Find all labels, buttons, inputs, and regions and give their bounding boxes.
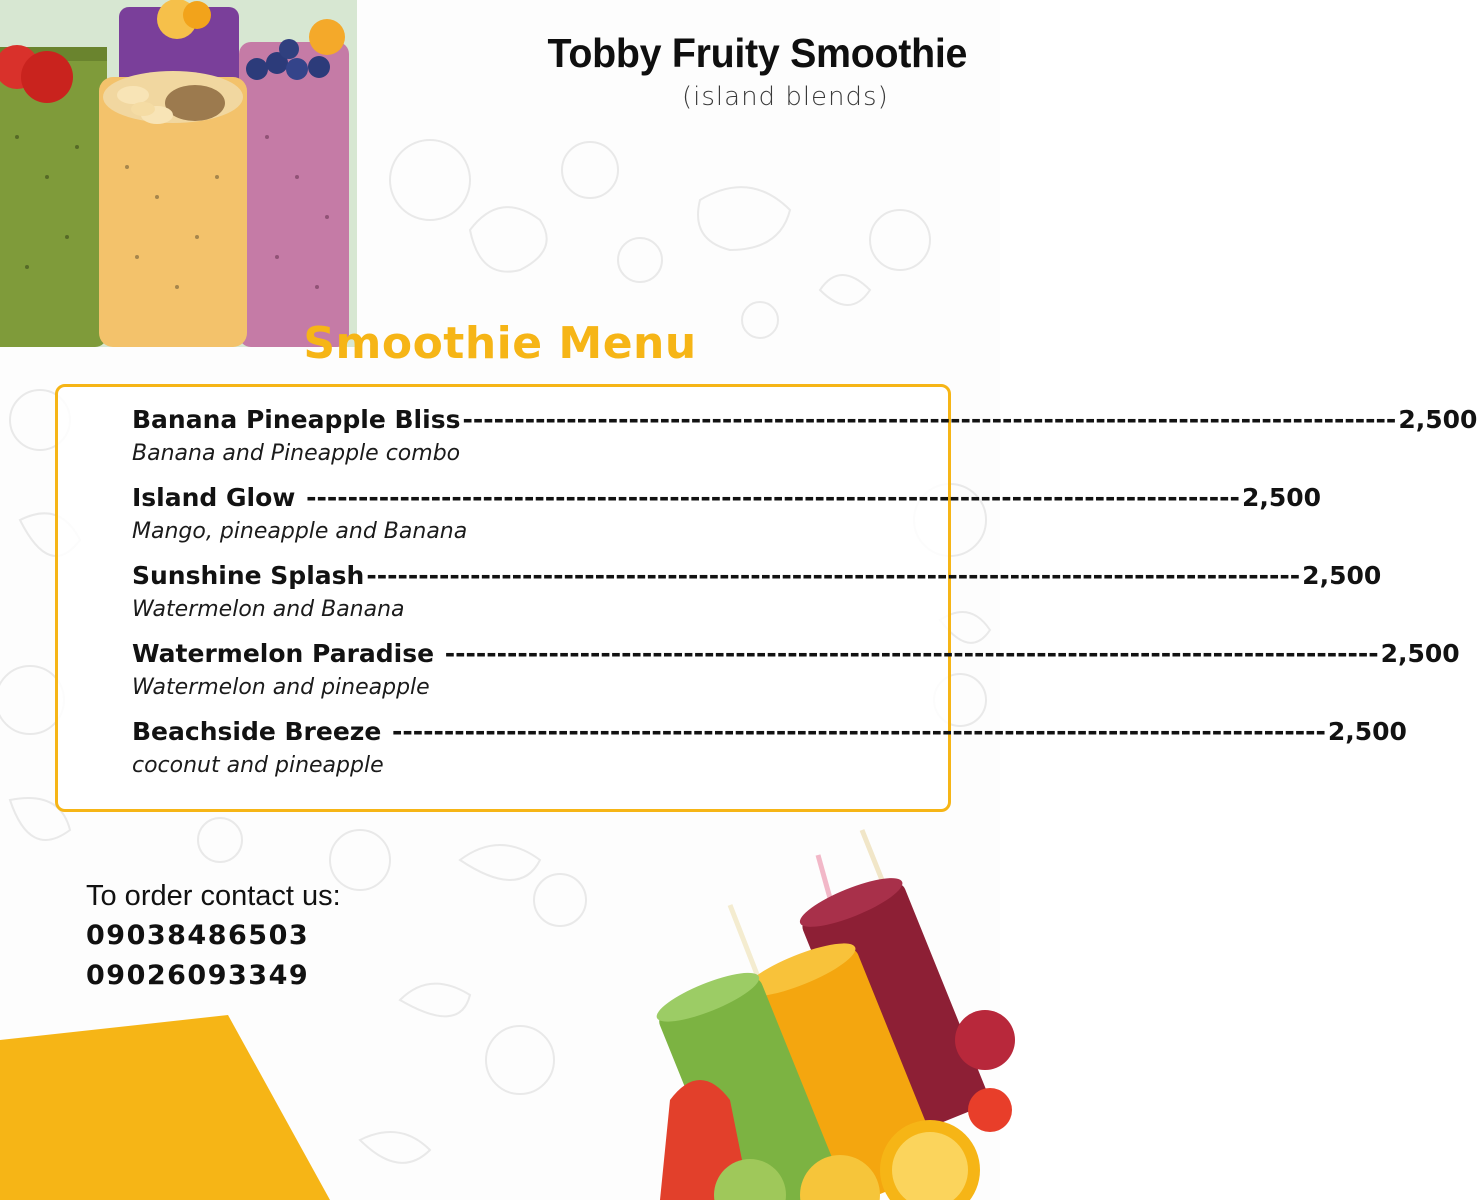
dotted-leader: ------------------------------------------------------------------------------------------ bbox=[306, 483, 1240, 512]
menu-item-name: Island Glow bbox=[132, 483, 305, 512]
menu-item-description: Mango, pineapple and Banana bbox=[132, 519, 468, 544]
menu-item-price: 2,500 bbox=[1398, 405, 1477, 434]
menu-item-price: 2,500 bbox=[1302, 561, 1382, 590]
phone-number[interactable]: 09038486503 bbox=[86, 920, 310, 951]
menu-item bbox=[132, 401, 1477, 479]
menu-item-description: Banana and Pineapple combo bbox=[132, 441, 461, 466]
dotted-leader: ------------------------------------------------------------------------------------------ bbox=[366, 561, 1301, 590]
menu-item bbox=[132, 713, 1407, 791]
menu-item bbox=[132, 479, 1322, 557]
menu-item-price: 2,500 bbox=[1380, 639, 1460, 668]
menu-item-description: Watermelon and pineapple bbox=[132, 675, 430, 700]
menu-item bbox=[132, 557, 1382, 635]
menu-item-description: coconut and pineapple bbox=[132, 753, 384, 778]
dotted-leader: ------------------------------------------------------------------------------------------ bbox=[444, 639, 1379, 668]
menu-box bbox=[55, 384, 1477, 812]
brand-title: Tobby Fruity Smoothie bbox=[547, 30, 967, 76]
menu-item-price: 2,500 bbox=[1327, 717, 1407, 746]
menu-heading: Smoothie Menu bbox=[303, 318, 697, 369]
menu-item bbox=[132, 635, 1460, 713]
menu-item-name: Banana Pineapple Bliss bbox=[132, 405, 461, 434]
menu-list bbox=[132, 401, 1477, 791]
menu-item-name: Beachside Breeze bbox=[132, 717, 391, 746]
contact-label: To order contact us: bbox=[86, 880, 341, 912]
brand-subtitle: (island blends) bbox=[682, 82, 889, 112]
juice-glasses-photo bbox=[640, 810, 1000, 1200]
menu-item-description: Watermelon and Banana bbox=[132, 597, 405, 622]
contact-block bbox=[86, 876, 341, 996]
menu-item-price: 2,500 bbox=[1241, 483, 1322, 512]
menu-item-name: Sunshine Splash bbox=[132, 561, 365, 590]
dotted-leader: ------------------------------------------------------------------------------------------ bbox=[462, 405, 1397, 434]
menu-item-name: Watermelon Paradise bbox=[132, 639, 443, 668]
dotted-leader: ------------------------------------------------------------------------------------------ bbox=[392, 717, 1326, 746]
phone-number[interactable]: 09026093349 bbox=[86, 960, 310, 991]
smoothie-photo bbox=[0, 0, 350, 340]
